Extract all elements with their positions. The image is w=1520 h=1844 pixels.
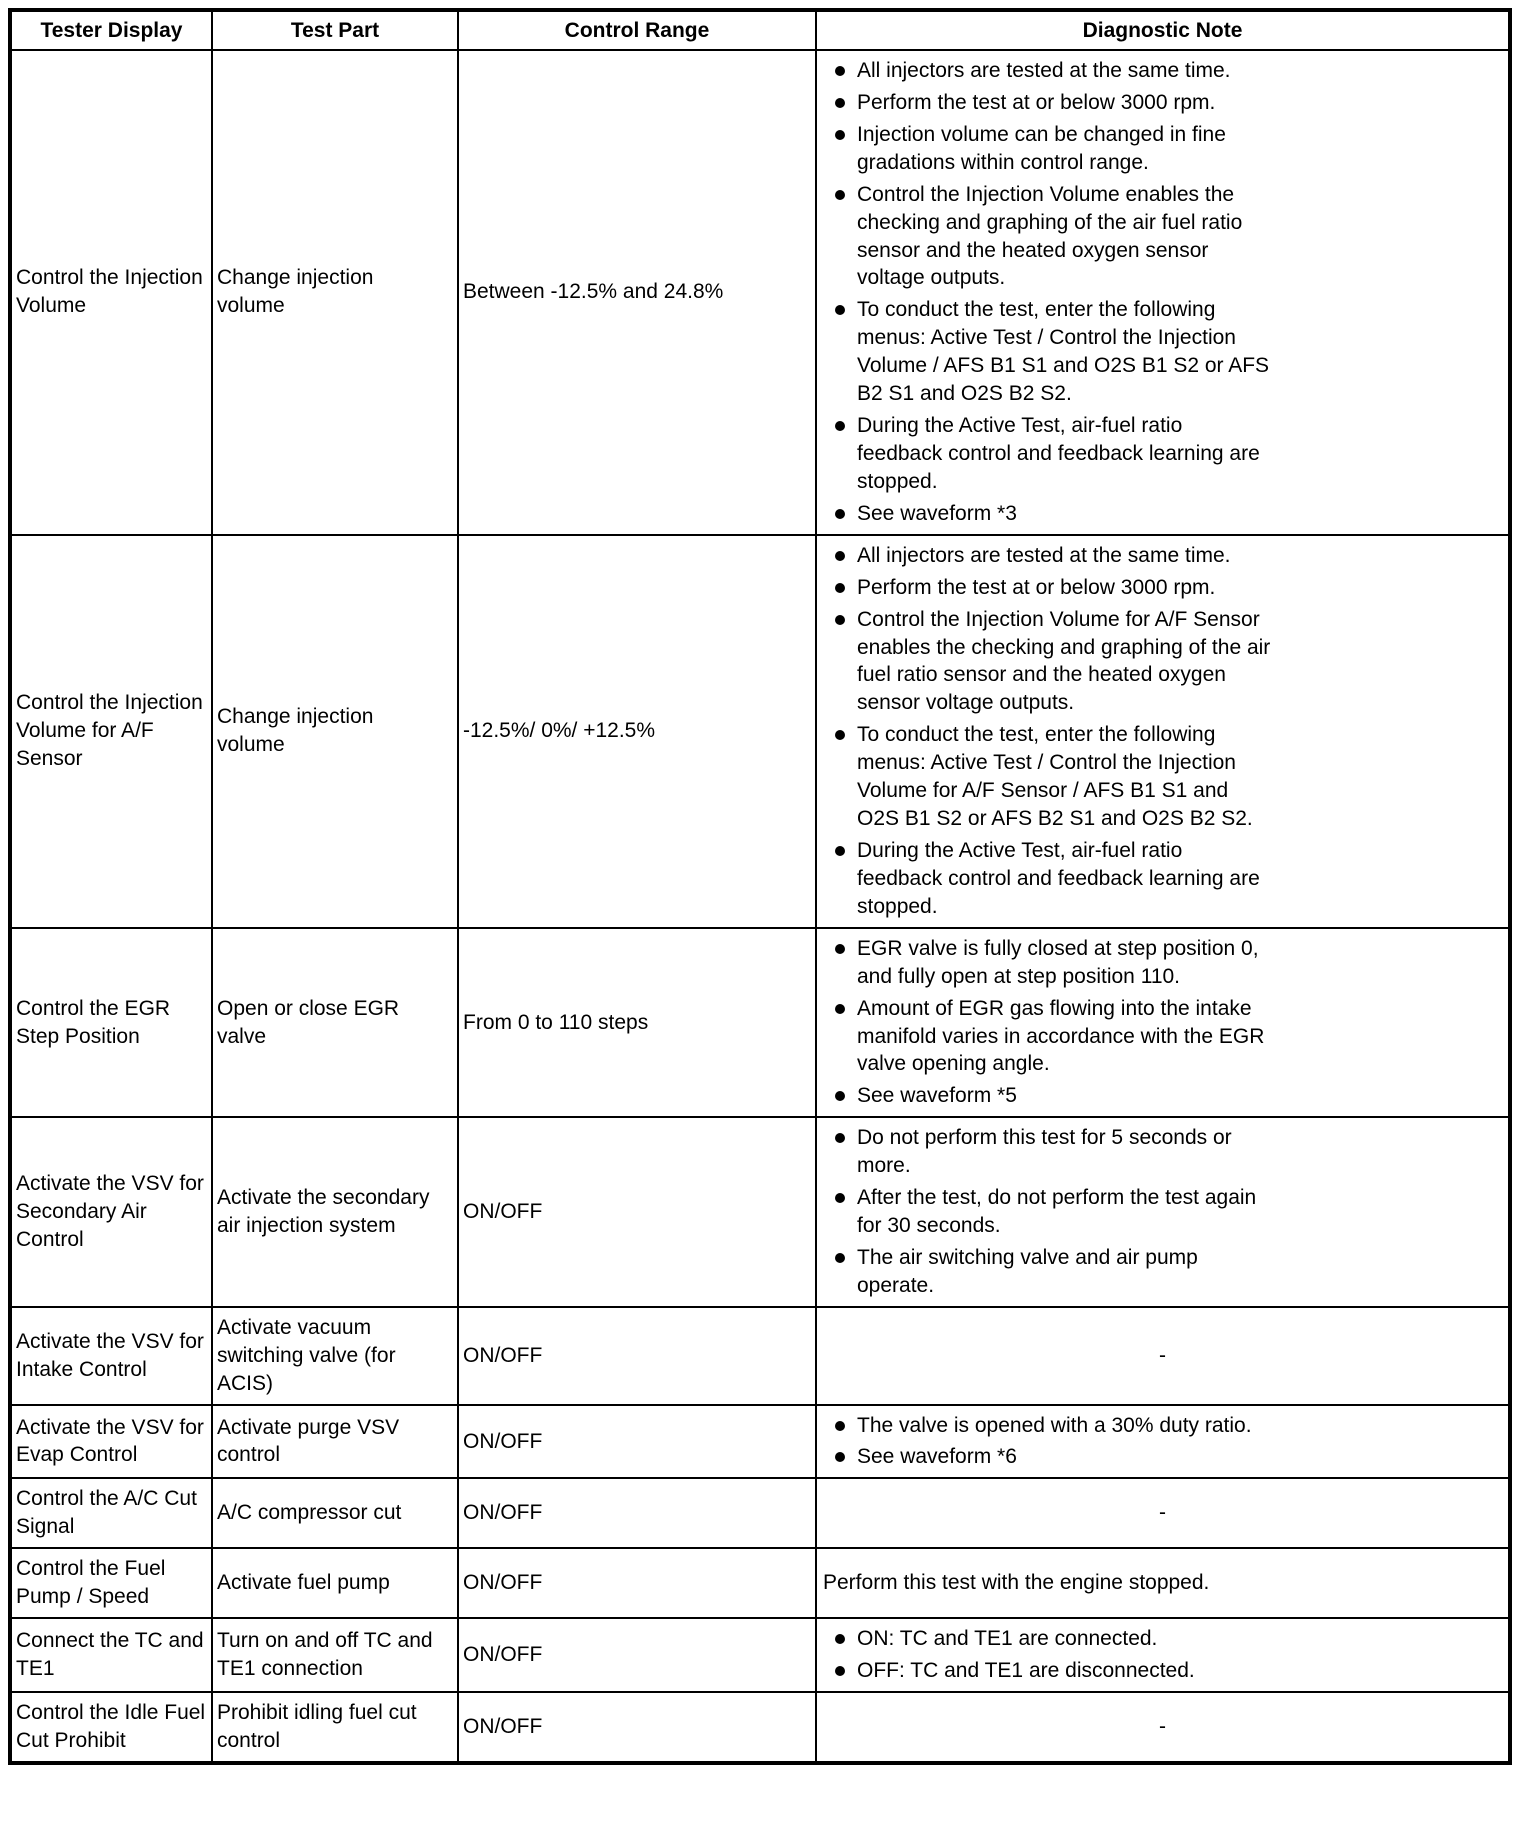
control-range-text: ON/OFF — [463, 1429, 543, 1453]
note-list — [821, 1412, 1273, 1472]
note-list — [821, 542, 1273, 921]
tester-display-cell — [10, 1618, 212, 1692]
note-item: See waveform *6 — [821, 1443, 1273, 1471]
note-empty-dash: - — [1159, 1714, 1166, 1738]
control-range-cell — [458, 1307, 816, 1405]
note-item: ON: TC and TE1 are connected. — [821, 1625, 1273, 1653]
test-part-text: Activate vacuum switching valve (for ACIS) — [217, 1315, 396, 1395]
note-item: OFF: TC and TE1 are disconnected. — [821, 1657, 1273, 1685]
diagnostic-note-cell — [816, 1548, 1510, 1618]
control-range-text: ON/OFF — [463, 1343, 543, 1367]
note-list — [821, 1124, 1273, 1300]
control-range-cell — [458, 535, 816, 928]
test-part-text: Open or close EGR valve — [217, 996, 400, 1048]
table-row — [10, 1618, 1510, 1692]
table-row — [10, 1692, 1510, 1763]
test-part-text: Activate the secondary air injection system — [217, 1186, 430, 1238]
control-range-cell — [458, 1405, 816, 1479]
tester-display-cell — [10, 1692, 212, 1763]
table-row — [10, 1405, 1510, 1479]
note-item: Perform the test at or below 3000 rpm. — [821, 574, 1273, 602]
table-row — [10, 535, 1510, 928]
control-range-text: ON/OFF — [463, 1200, 543, 1224]
test-part-cell — [212, 1548, 458, 1618]
tester-display-cell — [10, 928, 212, 1118]
tester-display-cell — [10, 1117, 212, 1307]
control-range-cell — [458, 1478, 816, 1548]
diagnostic-note-cell — [816, 928, 1510, 1118]
tester-display-text: Activate the VSV for Intake Control — [16, 1329, 204, 1381]
note-item: Control the Injection Volume for A/F Sensor enables the checking and graphing of the air fuel ratio sensor and the heated oxygen sensor voltage outputs. — [821, 606, 1273, 718]
control-range-text: ON/OFF — [463, 1714, 543, 1738]
note-item: Perform the test at or below 3000 rpm. — [821, 89, 1273, 117]
diagnostic-note-cell — [816, 1117, 1510, 1307]
note-item: EGR valve is fully closed at step position 0, and fully open at step position 110. — [821, 935, 1273, 991]
tester-display-cell — [10, 50, 212, 535]
diagnostic-note-cell — [816, 1692, 1510, 1763]
note-item: During the Active Test, air-fuel ratio feedback control and feedback learning are stopped. — [821, 412, 1273, 496]
header-row — [10, 10, 1510, 50]
tester-display-cell — [10, 1405, 212, 1479]
note-item: Injection volume can be changed in fine gradations within control range. — [821, 121, 1273, 177]
note-item: Control the Injection Volume enables the checking and graphing of the air fuel ratio sensor and the heated oxygen sensor voltage outputs. — [821, 181, 1273, 293]
diagnostic-note-cell — [816, 1478, 1510, 1548]
control-range-cell — [458, 1692, 816, 1763]
test-part-cell — [212, 535, 458, 928]
test-part-text: Activate purge VSV control — [217, 1415, 400, 1467]
test-part-cell — [212, 1307, 458, 1405]
control-range-text: ON/OFF — [463, 1643, 543, 1667]
note-text: Perform this test with the engine stopped. — [823, 1571, 1210, 1595]
control-range-cell — [458, 1117, 816, 1307]
control-range-cell — [458, 1548, 816, 1618]
tester-display-text: Control the A/C Cut Signal — [16, 1487, 197, 1539]
test-part-cell — [212, 1405, 458, 1479]
test-part-cell — [212, 1692, 458, 1763]
control-range-cell — [458, 1618, 816, 1692]
table-row — [10, 1548, 1510, 1618]
tester-display-text: Connect the TC and TE1 — [16, 1629, 204, 1681]
test-part-cell — [212, 1618, 458, 1692]
control-range-text: -12.5%/ 0%/ +12.5% — [463, 719, 656, 743]
test-part-cell — [212, 1478, 458, 1548]
tester-display-text: Control the EGR Step Position — [16, 996, 171, 1048]
test-part-cell — [212, 50, 458, 535]
column-header-diagnostic-note: Diagnostic Note — [816, 10, 1510, 50]
note-item: See waveform *5 — [821, 1082, 1273, 1110]
test-part-text: Activate fuel pump — [217, 1571, 390, 1595]
tester-display-text: Activate the VSV for Evap Control — [16, 1415, 204, 1467]
note-item: During the Active Test, air-fuel ratio feedback control and feedback learning are stopped. — [821, 837, 1273, 921]
note-empty-dash: - — [1159, 1501, 1166, 1525]
note-list — [821, 57, 1273, 528]
diagnostic-note-cell — [816, 1307, 1510, 1405]
diagnostic-note-cell — [816, 535, 1510, 928]
diagnostic-note-cell — [816, 1618, 1510, 1692]
test-part-text: Change injection volume — [217, 266, 374, 318]
table-row — [10, 1117, 1510, 1307]
note-item: To conduct the test, enter the following menus: Active Test / Control the Injection Volume / AFS B1 S1 and O2S B1 S2 or AFS B2 S1 and O2S B2 S2. — [821, 296, 1273, 408]
table-header — [10, 10, 1510, 50]
column-header-control-range: Control Range — [458, 10, 816, 50]
note-list — [821, 935, 1273, 1111]
tester-display-text: Activate the VSV for Secondary Air Control — [16, 1172, 204, 1251]
tester-display-text: Control the Idle Fuel Cut Prohibit — [16, 1700, 206, 1752]
diagnostic-note-cell — [816, 50, 1510, 535]
note-item: After the test, do not perform the test again for 30 seconds. — [821, 1184, 1273, 1240]
note-item: To conduct the test, enter the following menus: Active Test / Control the Injection Volume for A/F Sensor / AFS B1 S1 and O2S B1 S2 or AFS B2 S1 and O2S B2 S2. — [821, 721, 1273, 833]
control-range-cell — [458, 50, 816, 535]
tester-display-cell — [10, 535, 212, 928]
table-row — [10, 1478, 1510, 1548]
test-part-text: Turn on and off TC and TE1 connection — [217, 1629, 433, 1681]
tester-display-cell — [10, 1478, 212, 1548]
table-body — [10, 50, 1510, 1763]
note-item: The air switching valve and air pump operate. — [821, 1244, 1273, 1300]
tester-display-text: Control the Fuel Pump / Speed — [16, 1557, 166, 1609]
tester-display-cell — [10, 1548, 212, 1618]
note-item: See waveform *3 — [821, 500, 1273, 528]
test-part-text: A/C compressor cut — [217, 1501, 402, 1525]
test-part-text: Prohibit idling fuel cut control — [217, 1700, 417, 1752]
tester-display-cell — [10, 1307, 212, 1405]
note-item: The valve is opened with a 30% duty ratio. — [821, 1412, 1273, 1440]
control-range-text: Between -12.5% and 24.8% — [463, 280, 724, 304]
control-range-text: ON/OFF — [463, 1501, 543, 1525]
note-item: All injectors are tested at the same time. — [821, 542, 1273, 570]
table-row — [10, 928, 1510, 1118]
note-item: All injectors are tested at the same time. — [821, 57, 1273, 85]
note-item: Do not perform this test for 5 seconds or more. — [821, 1124, 1273, 1180]
control-range-text: From 0 to 110 steps — [463, 1010, 649, 1034]
column-header-tester-display: Tester Display — [10, 10, 212, 50]
control-range-cell — [458, 928, 816, 1118]
note-empty-dash: - — [1159, 1343, 1166, 1367]
note-item: Amount of EGR gas flowing into the intake manifold varies in accordance with the EGR valve opening angle. — [821, 995, 1273, 1079]
note-list — [821, 1625, 1273, 1685]
table-row — [10, 50, 1510, 535]
tester-display-text: Control the Injection Volume for A/F Sensor — [16, 691, 203, 771]
test-part-cell — [212, 1117, 458, 1307]
diagnostic-note-cell — [816, 1405, 1510, 1479]
test-part-cell — [212, 928, 458, 1118]
test-part-text: Change injection volume — [217, 705, 374, 757]
table-row — [10, 1307, 1510, 1405]
column-header-test-part: Test Part — [212, 10, 458, 50]
tester-display-text: Control the Injection Volume — [16, 266, 203, 318]
control-range-text: ON/OFF — [463, 1571, 543, 1595]
active-test-table — [8, 8, 1512, 1765]
